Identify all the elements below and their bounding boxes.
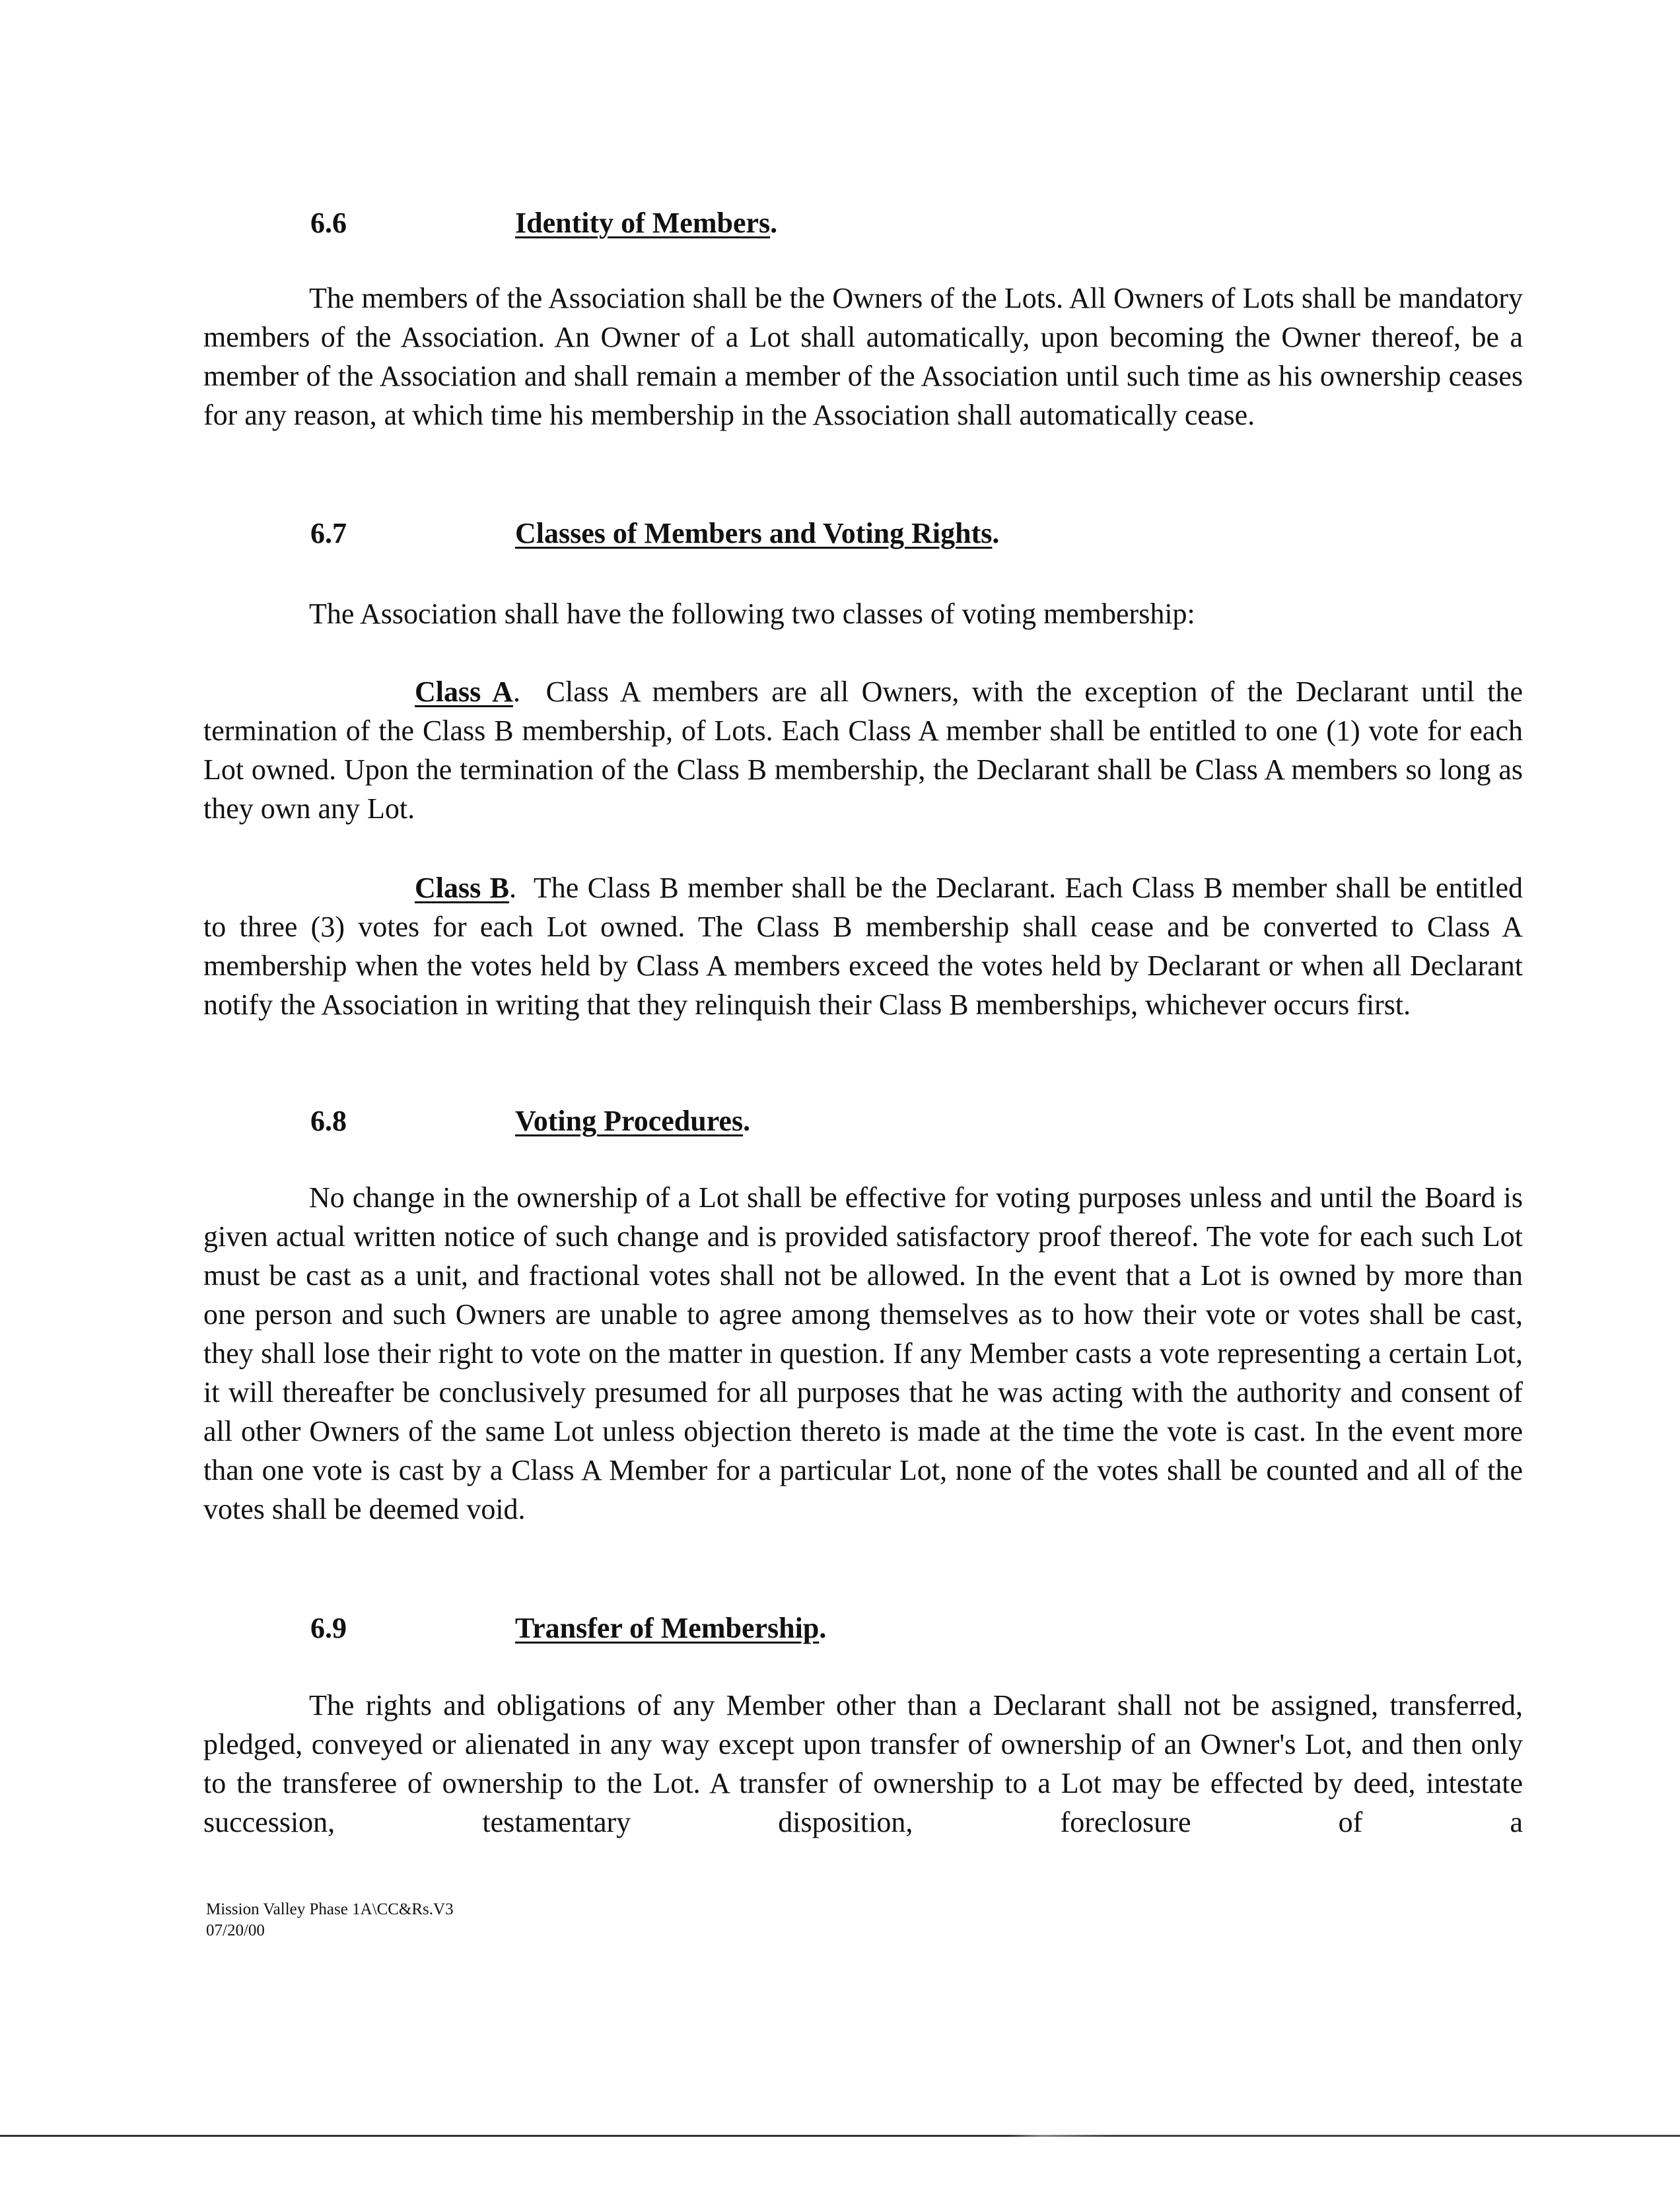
section-heading-6-6	[310, 206, 777, 240]
document-footer	[206, 1899, 454, 1941]
section-title: Classes of Members and Voting Rights	[515, 517, 993, 549]
class-b-paragraph: Class B. The Class B member shall be the Declarant. Each Class B member shall be entitled to three (3) votes for each Lot owned. The Class B membership shall cease and be converted to Class A membership when the votes held by Class A members exceed the votes held by Declarant or when all Declarant notify the Association in writing that they relinquish their Class B memberships, whichever occurs first.	[203, 872, 1523, 1021]
section-heading-6-9	[310, 1611, 826, 1646]
section-title: Identity of Members	[515, 207, 771, 239]
heading-period: .	[743, 1105, 751, 1137]
bottom-scan-rule	[0, 2135, 1680, 2137]
heading-period: .	[770, 207, 778, 239]
section-6-7-intro: The Association shall have the following two classes of voting membership:	[309, 598, 1195, 630]
section-heading-6-7	[310, 516, 999, 551]
class-a-text: Class A members are all Owners, with the exception of the Declarant until the termination of the Class B membership, of Lots. Each Class A member shall be entitled to one (1) vote for each Lot owned. Upon the termination of the Class B membership, the Declarant shall be Class A members so long as they own any Lot.	[203, 676, 1523, 825]
footer-document-ref: Mission Valley Phase 1A\CC&Rs.V3	[206, 1900, 454, 1918]
class-b-label: Class B	[415, 872, 509, 904]
heading-period: .	[992, 517, 1000, 549]
section-heading-6-8	[310, 1104, 750, 1138]
class-a-label: Class A	[415, 676, 513, 708]
class-b-text: The Class B member shall be the Declarant. Each Class B member shall be entitled to three (3) votes for each Lot owned. The Class B membership shall cease and be converted to Class A membership when the votes held by Class A members exceed the votes held by Declarant or when all Declarant notify the Association in writing that they relinquish their Class B memberships, whichever occurs first.	[203, 872, 1523, 1021]
section-number: 6.7	[310, 517, 347, 549]
section-title: Transfer of Membership	[515, 1612, 820, 1644]
class-a-paragraph: Class A. Class A members are all Owners, with the exception of the Declarant until the termination of the Class B membership, of Lots. Each Class A member shall be entitled to one (1) vote for each Lot owned. Upon the termination of the Class B membership, the Declarant shall be Class A members so long as they own any Lot.	[203, 676, 1523, 825]
section-number: 6.6	[310, 207, 347, 239]
section-number: 6.8	[310, 1105, 347, 1137]
heading-period: .	[819, 1612, 827, 1644]
section-6-6-paragraph: The members of the Association shall be the Owners of the Lots. All Owners of Lots shall be mandatory members of the Association. An Owner of a Lot shall automatically, upon becoming the Owner thereof, be a member of the Association and shall remain a member of the Association until such time as his ownership ceases for any reason, at which time his membership in the Association shall automatically cease.	[203, 282, 1523, 431]
section-number: 6.9	[310, 1612, 347, 1644]
footer-date: 07/20/00	[206, 1922, 265, 1939]
section-title: Voting Procedures	[515, 1105, 744, 1137]
section-6-8-paragraph: No change in the ownership of a Lot shall be effective for voting purposes unless and until the Board is given actual written notice of such change and is provided satisfactory proof thereof. The vote for each such Lot must be cast as a unit, and fractional votes shall not be allowed. In the event that a Lot is owned by more than one person and such Owners are unable to agree among themselves as to how their vote or votes shall be cast, they shall lose their right to vote on the matter in question. If any Member casts a vote representing a certain Lot, it will thereafter be conclusively presumed for all purposes that he was acting with the authority and consent of all other Owners of the same Lot unless objection thereto is made at the time the vote is cast. In the event more than one vote is cast by a Class A Member for a particular Lot, none of the votes shall be counted and all of the votes shall be deemed void.	[203, 1181, 1523, 1525]
section-6-9-paragraph: The rights and obligations of any Member other than a Declarant shall not be assigned, transferred, pledged, conveyed or alienated in any way except upon transfer of ownership of an Owner's Lot, and then only to the transferee of ownership to the Lot. A transfer of ownership to a Lot may be effected by deed, intestate succession, testamentary disposition, foreclosure of a	[203, 1689, 1523, 1838]
